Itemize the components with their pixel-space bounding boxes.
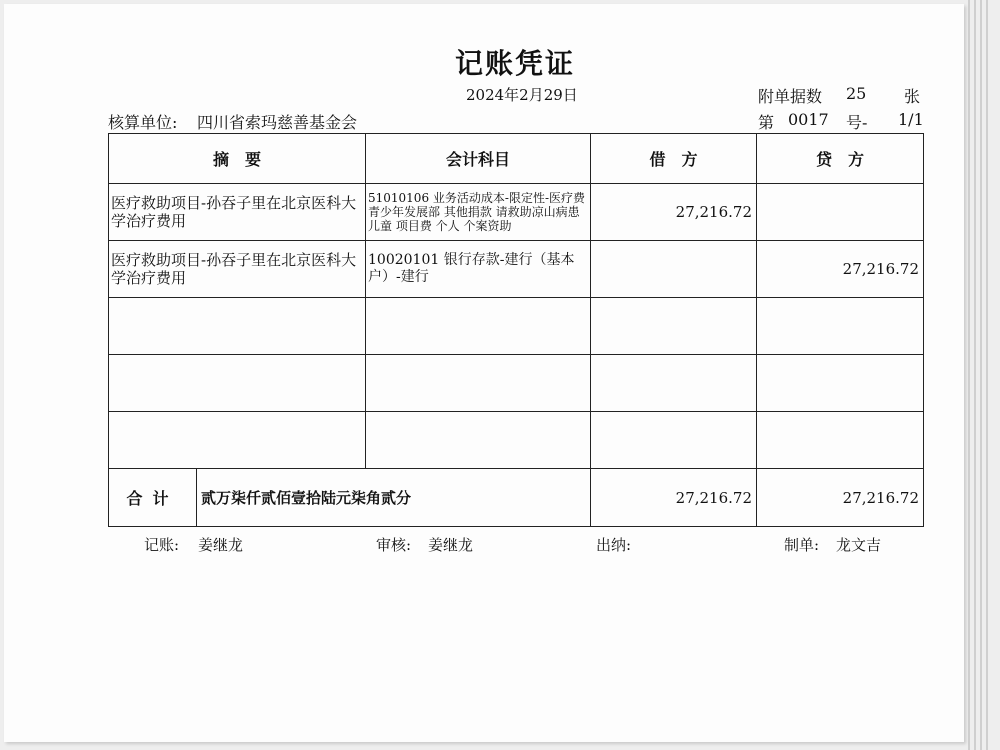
row-summary: 医疗救助项目-孙吞子里在北京医科大学治疗费用 <box>109 241 366 298</box>
voucher-number: 0017 <box>788 110 829 129</box>
total-amount-in-words: 贰万柒仟贰佰壹拾陆元柒角贰分 <box>197 469 591 527</box>
header-subject: 会计科目 <box>366 134 591 184</box>
paper-edge-line <box>974 0 976 750</box>
total-row <box>109 469 924 527</box>
voucher-number-prefix: 第 <box>758 113 775 132</box>
table-row <box>109 184 924 241</box>
preparer-label: 制单: <box>784 536 820 554</box>
bookkeeper-label: 记账: <box>144 536 180 554</box>
table-row-empty <box>109 412 924 469</box>
row-credit: 27,216.72 <box>757 241 924 298</box>
paper-edge-line <box>980 0 982 750</box>
cashier-label: 出纳: <box>596 536 632 554</box>
table-row-empty <box>109 298 924 355</box>
voucher-title: 记账凭证 <box>454 47 575 80</box>
header-debit: 借 方 <box>591 134 757 184</box>
reviewer-label: 审核: <box>376 536 412 554</box>
voucher-table <box>108 133 924 527</box>
unit-name: 四川省索玛慈善基金会 <box>197 113 358 132</box>
reviewer-name: 姜继龙 <box>428 536 474 554</box>
unit-label: 核算单位: <box>108 113 178 132</box>
paper-edge-line <box>986 0 988 750</box>
table-header-row <box>109 134 924 184</box>
preparer-name: 龙文吉 <box>836 536 882 554</box>
attachments-count: 25 <box>846 84 867 103</box>
paper-edge-line <box>968 0 970 750</box>
voucher-page: 1/1 <box>898 110 924 129</box>
total-debit: 27,216.72 <box>591 469 757 527</box>
row-subject: 10020101 银行存款-建行（基本户）-建行 <box>366 241 591 298</box>
table-row <box>109 241 924 298</box>
row-subject: 51010106 业务活动成本-限定性-医疗费 青少年发展部 其他捐款 请救助凉山病患儿童 项目费 个人 个案资助 <box>366 184 591 241</box>
row-summary: 医疗救助项目-孙吞子里在北京医科大学治疗费用 <box>109 184 366 241</box>
bookkeeper-name: 姜继龙 <box>198 536 244 554</box>
voucher-date: 2024年2月29日 <box>466 86 578 104</box>
header-summary: 摘 要 <box>109 134 366 184</box>
total-credit: 27,216.72 <box>757 469 924 527</box>
table-row-empty <box>109 355 924 412</box>
attachments-unit: 张 <box>904 87 921 106</box>
total-label: 合计 <box>109 469 197 527</box>
row-debit: 27,216.72 <box>591 184 757 241</box>
row-debit <box>591 241 757 298</box>
attachments-label: 附单据数 <box>758 87 823 106</box>
header-credit: 贷 方 <box>757 134 924 184</box>
row-credit <box>757 184 924 241</box>
voucher-number-suffix: 号- <box>846 113 868 132</box>
